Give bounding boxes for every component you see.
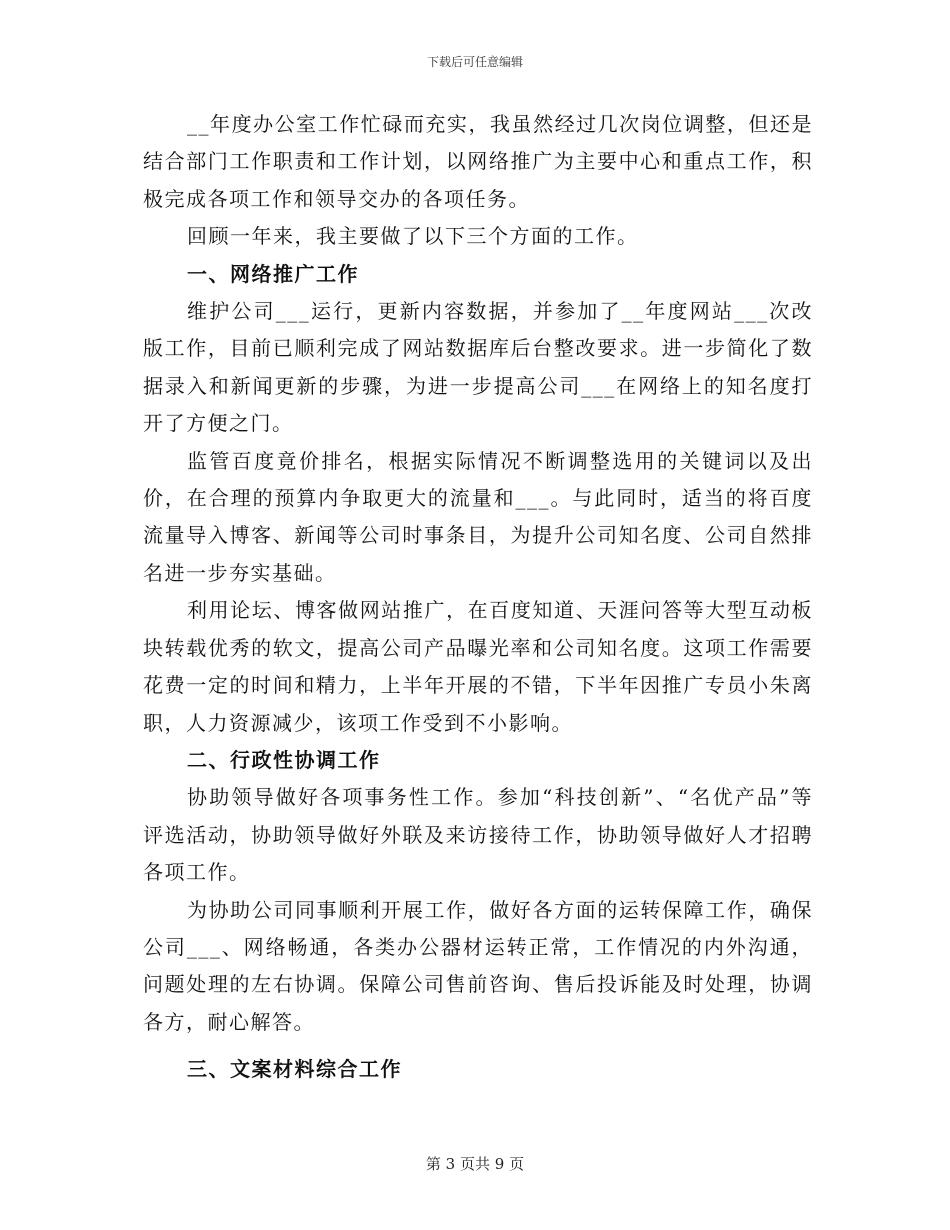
document-body (143, 106, 813, 1089)
paragraph-forum-blog-promotion: 利用论坛、博客做网站推广，在百度知道、天涯问答等大型互动板块转载优秀的软文，提高公司产品曝光率和公司知名度。这项工作需要花费一定的时间和精力，上半年开展的不错，下半年因推广专员小朱离职，人力资源减少，该项工作受到不小影响。 (143, 598, 813, 735)
paragraph-bidding-ranking: 监管百度竟价排名，根据实际情况不断调整选用的关键词以及出价，在合理的预算内争取更大的流量和___。与此同时，适当的将百度流量导入博客、新闻等公司时事条目，为提升公司知名度、公司自然排名进一步夯实基础。 (143, 448, 813, 585)
page-header-note: 下载后可任意编辑 (426, 55, 523, 69)
paragraph-operations-support: 为协助公司同事顺利开展工作，做好各方面的运转保障工作，确保公司___、网络畅通，各类办公器材运转正常，工作情况的内外沟通，问题处理的左右协调。保障公司售前咨询、售后投诉能及时处理，协调各方，耐心解答。 (143, 897, 813, 1034)
section-heading-admin-coordination: 二、行政性协调工作 (187, 747, 381, 772)
paragraph-website-maintenance: 维护公司___运行，更新内容数据，并参加了__年度网站___次改版工作，目前已顺利完成了网站数据库后台整改要求。进一步简化了数据录入和新闻更新的步骤，为进一步提高公司___在网络上的知名度打开了方便之门。 (143, 299, 813, 436)
paragraph-review: 回顾一年来，我主要做了以下三个方面的工作。 (187, 224, 639, 249)
page-number-footer: 第 3 页共 9 页 (425, 1155, 525, 1173)
paragraph-intro: __年度办公室工作忙碌而充实，我虽然经过几次岗位调整，但还是结合部门工作职责和工作计划，以网络推广为主要中心和重点工作，积极完成各项工作和领导交办的各项任务。 (143, 112, 813, 211)
section-heading-network-promotion: 一、网络推广工作 (187, 261, 359, 286)
paragraph-assist-leadership: 协助领导做好各项事务性工作。参加“科技创新”、“名优产品”等评选活动，协助领导做好外联及来访接待工作，协助领导做好人才招聘各项工作。 (143, 785, 813, 885)
section-heading-copywriting: 三、文案材料综合工作 (187, 1057, 402, 1082)
